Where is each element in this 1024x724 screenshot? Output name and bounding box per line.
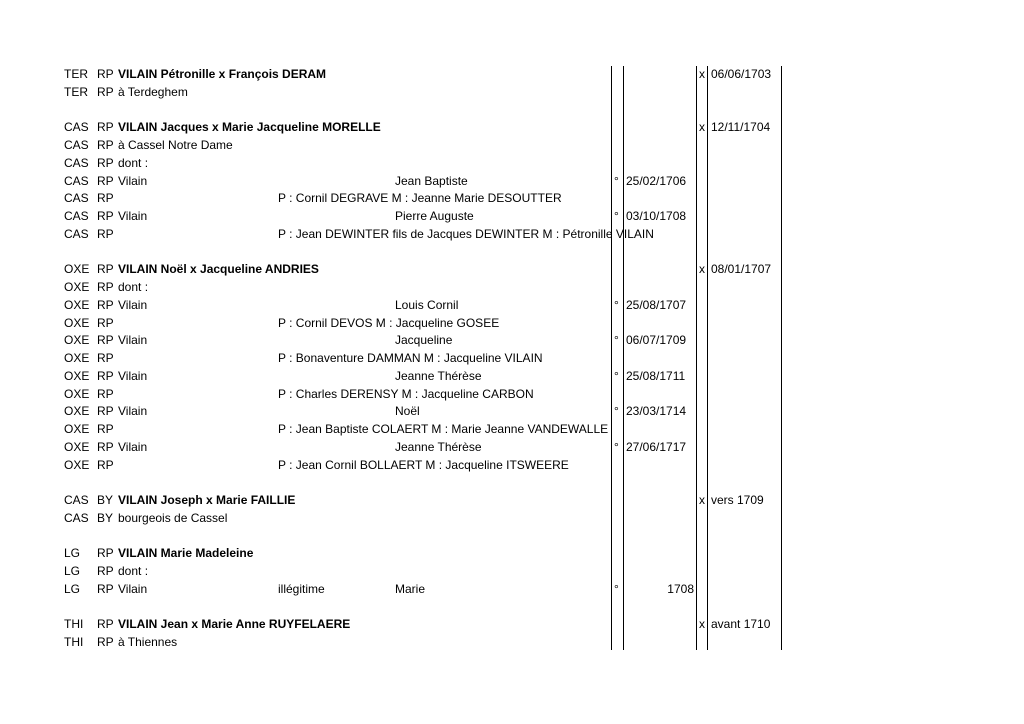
record-text: VILAIN Pétronille x François DERAM [118,67,327,81]
record-text: Vilain [118,297,148,312]
marriage-symbol: x [699,120,705,135]
register-code: RP [97,564,114,578]
record-text: VILAIN Jacques x Marie Jacqueline MORELLE [118,120,381,135]
birth-date: 25/08/1707 [626,297,687,312]
godparents-or-note: illégitime [278,581,325,596]
place-code: CAS [64,209,89,223]
birth-symbol: ° [614,297,619,312]
child-first-name: Jean Baptiste [395,173,468,188]
family-header-row [0,492,1024,509]
record-text: VILAIN Marie Madeleine [118,546,254,561]
record-row [0,457,1024,474]
register-code: BY [97,510,114,525]
marriage-symbol: x [699,67,705,81]
register-code: RP [97,262,114,277]
record-row [0,208,1024,225]
record-row [0,84,1024,101]
record-row [0,368,1024,385]
register-code: RP [97,581,114,596]
record-text: à Thiennes [118,635,178,649]
place-code: OXE [64,351,90,365]
register-code: RP [97,546,114,561]
child-first-name: Jeanne Thérèse [395,439,482,454]
place-code: THI [64,635,84,649]
marriage-symbol: x [699,617,705,632]
birth-symbol: ° [614,439,619,454]
record-text: VILAIN Noël x Jacqueline ANDRIES [118,262,319,277]
register-code: RP [97,280,114,294]
marriage-date: vers 1709 [711,493,764,507]
place-code: TER [64,67,88,81]
register-code: RP [97,368,114,383]
family-header-row [0,119,1024,136]
register-code: BY [97,493,114,507]
record-row [0,403,1024,420]
marriage-date: 08/01/1707 [711,262,772,277]
record-text: Vilain [118,333,148,348]
godparents-or-note: P : Charles DERENSY M : Jacqueline CARBON [278,386,534,401]
record-row [0,421,1024,438]
register-code: RP [97,84,114,99]
register-code: RP [97,439,114,454]
birth-symbol: ° [614,581,619,596]
record-row [0,279,1024,296]
child-first-name: Jacqueline [395,333,453,348]
record-text: Vilain [118,368,148,383]
godparents-or-note: P : Bonaventure DAMMAN M : Jacqueline VILAIN [278,351,543,365]
place-code: LG [64,564,81,578]
place-code: CAS [64,226,89,241]
birth-date: 06/07/1709 [626,333,687,348]
record-row [0,634,1024,651]
marriage-date: avant 1710 [711,617,771,632]
register-code: RP [97,617,114,632]
family-header-row [0,545,1024,562]
marriage-symbol: x [699,262,705,277]
child-first-name: Louis Cornil [395,297,459,312]
birth-date: 25/02/1706 [626,173,687,188]
record-row [0,297,1024,314]
record-row [0,332,1024,349]
record-row [0,190,1024,207]
place-code: OXE [64,404,90,419]
birth-symbol: ° [614,404,619,419]
godparents-or-note: P : Cornil DEGRAVE M : Jeanne Marie DESOUTTER [278,191,562,206]
record-row [0,581,1024,598]
godparents-or-note: P : Jean Cornil BOLLAERT M : Jacqueline ITSWEERE [278,457,569,472]
register-code: RP [97,333,114,348]
birth-date: 27/06/1717 [626,439,687,454]
place-code: OXE [64,280,90,294]
birth-date: 23/03/1714 [626,404,687,419]
child-first-name: Marie [395,581,426,596]
record-text: VILAIN Jean x Marie Anne RUYFELAERE [118,617,351,632]
register-code: RP [97,351,114,365]
record-text: dont : [118,155,149,170]
record-row [0,155,1024,172]
record-row [0,173,1024,190]
place-code: THI [64,617,84,632]
marriage-date: 12/11/1704 [711,120,771,135]
register-code: RP [97,422,114,436]
place-code: OXE [64,439,90,454]
record-row [0,439,1024,456]
marriage-symbol: x [699,493,705,507]
register-code: RP [97,315,114,330]
place-code: OXE [64,422,90,436]
family-header-row [0,261,1024,278]
place-code: CAS [64,120,89,135]
place-code: OXE [64,457,90,472]
record-text: Vilain [118,173,148,188]
place-code: OXE [64,386,90,401]
record-row [0,226,1024,243]
godparents-or-note: P : Cornil DEVOS M : Jacqueline GOSEE [278,315,500,330]
record-row [0,137,1024,154]
register-code: RP [97,297,114,312]
place-code: CAS [64,155,89,170]
record-text: dont : [118,564,149,578]
register-code: RP [97,67,114,81]
place-code: TER [64,84,88,99]
child-first-name: Noël [395,404,420,419]
record-text: VILAIN Joseph x Marie FAILLIE [118,493,296,507]
place-code: CAS [64,510,89,525]
record-text: Vilain [118,404,148,419]
register-code: RP [97,138,114,152]
birth-date: 03/10/1708 [626,209,687,223]
register-code: RP [97,404,114,419]
birth-date: 25/08/1711 [626,368,686,383]
record-row [0,510,1024,527]
birth-date: 1708 [667,581,694,596]
record-text: Vilain [118,209,148,223]
birth-symbol: ° [614,333,619,348]
record-text: à Terdeghem [118,84,188,99]
place-code: OXE [64,315,90,330]
register-code: RP [97,209,114,223]
place-code: CAS [64,191,89,206]
register-code: RP [97,120,114,135]
record-text: Vilain [118,439,148,454]
register-code: RP [97,173,114,188]
place-code: LG [64,581,81,596]
family-header-row [0,616,1024,633]
godparents-or-note: P : Jean DEWINTER fils de Jacques DEWINTER M : Pétronille VILAIN [278,226,654,241]
birth-symbol: ° [614,368,619,383]
birth-symbol: ° [614,209,619,223]
register-code: RP [97,457,114,472]
record-text: Vilain [118,581,148,596]
place-code: CAS [64,173,89,188]
place-code: LG [64,546,81,561]
record-text: à Cassel Notre Dame [118,138,233,152]
family-header-row [0,66,1024,83]
godparents-or-note: P : Jean Baptiste COLAERT M : Marie Jeanne VANDEWALLE [278,422,609,436]
child-first-name: Jeanne Thérèse [395,368,482,383]
register-code: RP [97,226,114,241]
place-code: OXE [64,262,90,277]
record-text: bourgeois de Cassel [118,510,228,525]
register-code: RP [97,386,114,401]
register-code: RP [97,155,114,170]
record-row [0,563,1024,580]
record-row [0,315,1024,332]
place-code: CAS [64,138,89,152]
record-row [0,386,1024,403]
place-code: OXE [64,368,90,383]
child-first-name: Pierre Auguste [395,209,474,223]
place-code: OXE [64,297,90,312]
marriage-date: 06/06/1703 [711,67,772,81]
birth-symbol: ° [614,173,619,188]
record-row [0,350,1024,367]
record-text: dont : [118,280,149,294]
register-code: RP [97,635,114,649]
register-code: RP [97,191,114,206]
place-code: CAS [64,493,89,507]
place-code: OXE [64,333,90,348]
